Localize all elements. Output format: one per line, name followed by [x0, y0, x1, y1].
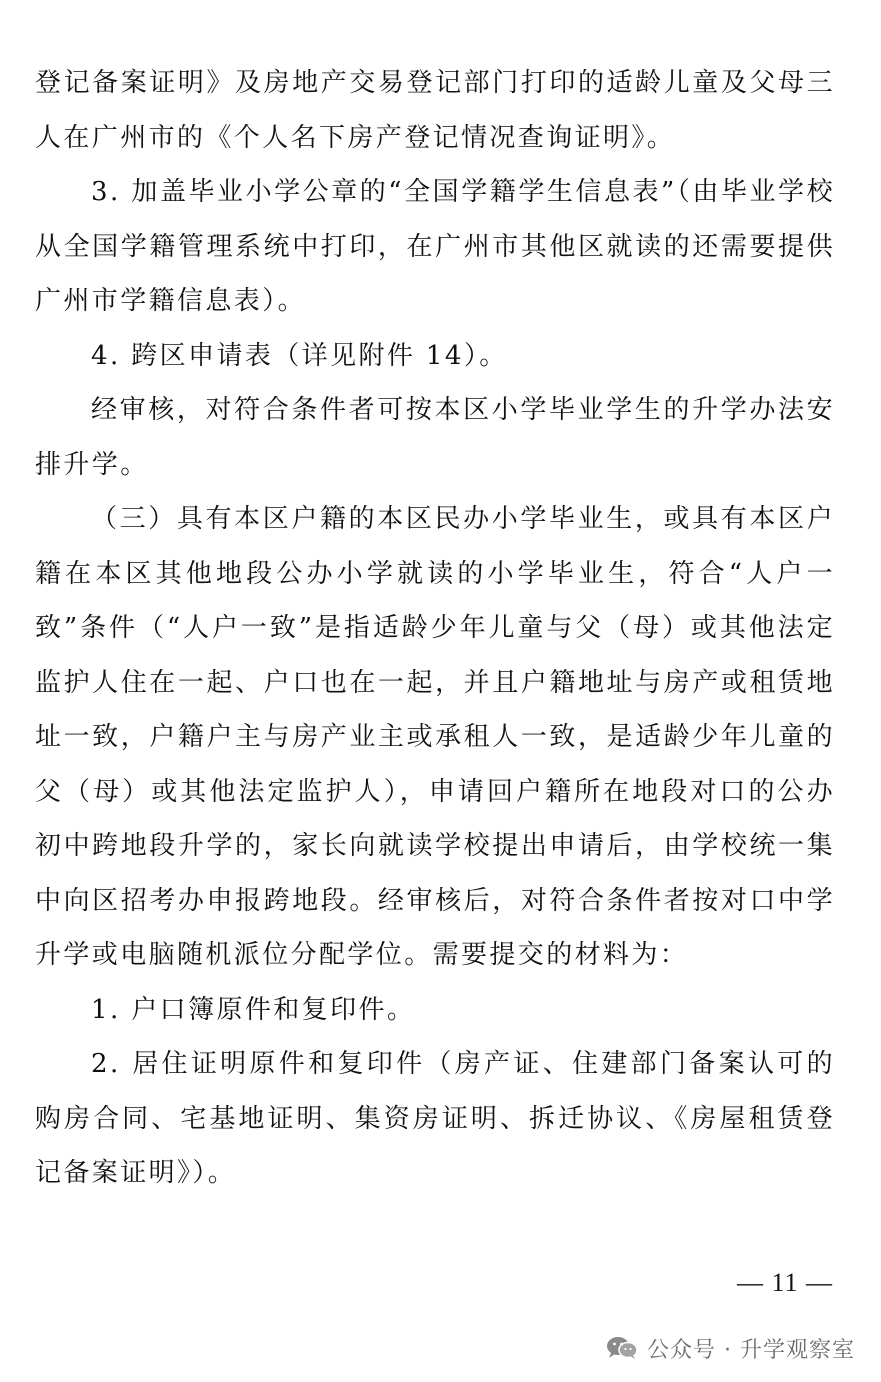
wechat-icon — [605, 1335, 639, 1361]
body-text — [35, 56, 835, 1201]
paragraph-review-note: 经审核，对符合条件者可按本区小学毕业学生的升学办法安排升学。 — [35, 395, 835, 480]
paragraph-continuation: 登记备案证明》及房地产交易登记部门打印的适龄儿童及父母三人在广州市的《个人名下房产登记情况查询证明》。 — [35, 68, 835, 153]
paragraph-section-3: （三）具有本区户籍的本区民办小学毕业生，或具有本区户籍在本区其他地段公办小学就读的小学毕业生，符合“人户一致”条件（“人户一致”是指适龄少年儿童与父（母）或其他法定监护人住在一起、户口也在一起，并且户籍地址与房产或租赁地址一致，户籍户主与房产业主或承租人一致，是适龄少年儿童的父（母）或其他法定监护人），申请回户籍所在地段对口的公办初中跨地段升学的，家长向就读学校提出申请后，由学校统一集中向区招考办申报跨地段。经审核后，对符合条件者按对口中学升学或电脑随机派位分配学位。需要提交的材料为： — [35, 504, 835, 970]
watermark — [605, 1328, 855, 1368]
paragraph-material-1: 1. 户口簿原件和复印件。 — [91, 994, 416, 1025]
paragraph-item-3: 3. 加盖毕业小学公章的“全国学籍学生信息表”（由毕业学校从全国学籍管理系统中打印，在广州市其他区就读的还需要提供广州市学籍信息表）。 — [35, 177, 835, 316]
watermark-text: 公众号 · 升学观察室 — [647, 1337, 855, 1363]
paragraph-material-2: 2. 居住证明原件和复印件（房产证、住建部门备案认可的购房合同、宅基地证明、集资房证明、拆迁协议、《房屋租赁登记备案证明》）。 — [35, 1049, 835, 1188]
paragraph-item-4: 4. 跨区申请表（详见附件 14）。 — [91, 340, 508, 371]
page-number: — 11 — — [736, 1268, 833, 1297]
